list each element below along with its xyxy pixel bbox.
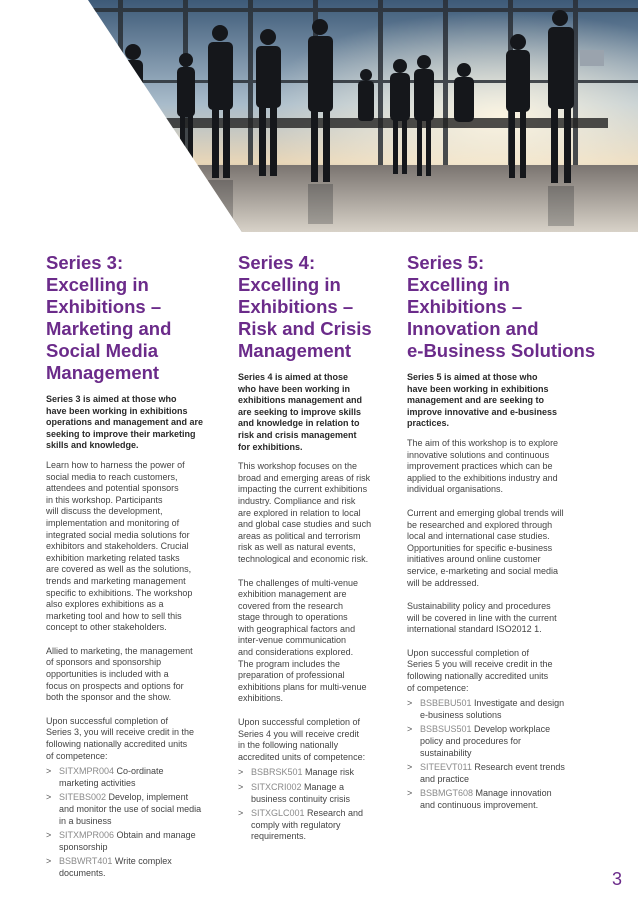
unit-code: SITXGLC001 bbox=[251, 808, 305, 819]
title-line: Risk and Crisis bbox=[238, 318, 372, 339]
series-5-paragraph bbox=[407, 438, 607, 496]
text-line: Series 4 you will receive credit bbox=[238, 728, 360, 739]
text-line: Opportunities for specific e-business bbox=[407, 542, 553, 553]
text-line: Upon successful completion of bbox=[407, 647, 530, 658]
page-number: 3 bbox=[611, 869, 622, 889]
title-line: Social Media bbox=[46, 340, 159, 361]
text-line: technological and economic risk. bbox=[238, 553, 369, 564]
text-line: of competence: bbox=[46, 750, 108, 761]
bullet-marker: > bbox=[238, 808, 244, 819]
text-line: will be covered in line with the current bbox=[407, 612, 557, 623]
text-line: accredited units of competence: bbox=[238, 751, 366, 762]
text-line: international standard ISO2012 1. bbox=[407, 624, 542, 635]
lead-line: have been working in exhibitions bbox=[407, 383, 549, 394]
text-line: following nationally accredited units bbox=[46, 739, 188, 750]
text-line: exhibitions. bbox=[238, 693, 284, 704]
series-4-paragraph bbox=[238, 717, 396, 763]
series-4-title bbox=[238, 252, 396, 362]
text-line: stage through to operations bbox=[238, 612, 348, 623]
text-line: applied to the exhibitions industry and bbox=[407, 472, 558, 483]
series-5-paragraph bbox=[407, 508, 607, 589]
bullet-marker: > bbox=[46, 830, 52, 841]
series-3-paragraph bbox=[46, 646, 232, 704]
hero-photo bbox=[88, 0, 638, 232]
unit-item bbox=[407, 698, 607, 721]
text-line: are covered as well as the solutions, bbox=[46, 564, 192, 575]
text-line: Upon successful completion of bbox=[46, 715, 169, 726]
unit-item bbox=[46, 792, 232, 827]
text-line: also explores exhibitions as a bbox=[46, 599, 164, 610]
unit-title: Research and bbox=[304, 808, 364, 819]
lead-line: exhibitions management and bbox=[238, 395, 363, 406]
title-line: Management bbox=[46, 362, 160, 383]
text-line: service, e-marketing and social media bbox=[407, 565, 559, 576]
series-3-paragraph bbox=[46, 460, 232, 634]
lead-line: Series 5 is aimed at those who bbox=[407, 372, 538, 382]
unit-item bbox=[46, 856, 232, 879]
text-line: Sustainability policy and procedures bbox=[407, 601, 551, 612]
text-line: implementation and monitoring of bbox=[46, 517, 180, 528]
text-line: will discuss the development, bbox=[46, 506, 163, 517]
text-line: The challenges of multi-venue bbox=[238, 577, 359, 588]
unit-title: and practice bbox=[420, 773, 470, 784]
unit-title: marketing activities bbox=[59, 777, 136, 788]
bullet-marker: > bbox=[46, 856, 52, 867]
text-line: and global case studies and such bbox=[238, 519, 372, 530]
unit-title: and continuous improvement. bbox=[420, 800, 539, 810]
lead-line: operations and management and are bbox=[46, 417, 204, 428]
text-line: social media to reach customers, bbox=[46, 471, 178, 482]
text-line: Current and emerging global trends will bbox=[407, 507, 564, 518]
lead-line: who have been working in bbox=[238, 383, 351, 394]
bullet-marker: > bbox=[238, 767, 244, 778]
unit-title: Manage innovation bbox=[473, 788, 552, 799]
unit-title: Develop, implement bbox=[106, 792, 189, 803]
text-line: local and international case studies. bbox=[407, 531, 550, 542]
title-line: Excelling in bbox=[46, 274, 149, 295]
text-line: areas as political and terrorism bbox=[238, 530, 361, 541]
bullet-marker: > bbox=[407, 788, 413, 799]
unit-title: Research event trends bbox=[471, 762, 565, 773]
bullet-marker: > bbox=[46, 766, 52, 777]
bullet-marker: > bbox=[46, 792, 52, 803]
text-line: initiatives around online customer bbox=[407, 554, 541, 565]
column-series-5 bbox=[407, 252, 607, 815]
unit-code: BSBWRT401 bbox=[59, 856, 113, 867]
unit-title: policy and procedures for bbox=[420, 736, 522, 747]
unit-code: SITXMPR006 bbox=[59, 830, 115, 841]
text-line: exhibitors and stakeholders. Crucial bbox=[46, 541, 189, 552]
text-line: trends and marketing management bbox=[46, 575, 186, 586]
title-line: Management bbox=[238, 340, 352, 361]
text-line: Upon successful completion of bbox=[238, 717, 361, 728]
series-5-unit-list bbox=[407, 698, 607, 811]
unit-code: SITXCRI002 bbox=[251, 782, 302, 792]
bullet-marker: > bbox=[407, 762, 413, 773]
text-line: industry. Compliance and risk bbox=[238, 495, 356, 506]
text-line: preparation of professional bbox=[238, 670, 345, 681]
unit-title: documents. bbox=[59, 867, 106, 878]
text-line: following nationally accredited units bbox=[407, 671, 549, 682]
unit-title: in a business bbox=[59, 815, 112, 826]
lead-line: for exhibitions. bbox=[238, 441, 303, 452]
text-line: inter-venue communication bbox=[238, 635, 347, 646]
unit-item bbox=[407, 724, 607, 759]
unit-code: BSBRSK501 bbox=[251, 767, 303, 778]
unit-code: BSBSUS501 bbox=[420, 724, 472, 735]
unit-item bbox=[407, 788, 607, 811]
text-line: be researched and explored through bbox=[407, 519, 553, 530]
text-line: will be addressed. bbox=[407, 577, 480, 588]
bullet-marker: > bbox=[407, 724, 413, 735]
unit-title: Develop workplace bbox=[471, 724, 551, 735]
text-line: exhibition management are bbox=[238, 589, 347, 600]
title-line: Marketing and bbox=[46, 318, 172, 339]
series-4-unit-list bbox=[238, 767, 396, 843]
bullet-marker: > bbox=[407, 698, 413, 709]
unit-title: Investigate and design bbox=[471, 698, 565, 709]
unit-title: business continuity crisis bbox=[251, 793, 351, 804]
title-line: Series 3: bbox=[46, 252, 124, 273]
lead-line: are seeking to improve skills bbox=[238, 406, 362, 417]
lead-line: practices. bbox=[407, 418, 450, 429]
text-line: focus on prospects and options for bbox=[46, 680, 184, 691]
unit-code: SITEBS002 bbox=[59, 792, 107, 803]
unit-item bbox=[238, 808, 396, 843]
title-line: Exhibitions – bbox=[407, 296, 523, 317]
unit-code: BSBEBU501 bbox=[420, 698, 472, 709]
unit-title: Co-ordinate bbox=[114, 766, 164, 777]
series-5-lead bbox=[407, 372, 607, 430]
text-line: The aim of this workshop is to explore bbox=[407, 437, 559, 448]
series-3-lead bbox=[46, 394, 232, 452]
text-line: Series 5 you will receive credit in the bbox=[407, 659, 553, 670]
unit-item bbox=[407, 762, 607, 785]
unit-title: and monitor the use of social media bbox=[59, 804, 202, 814]
unit-item bbox=[46, 830, 232, 853]
text-line: are explored in relation to local bbox=[238, 507, 361, 518]
text-line: broad and emerging areas of risk bbox=[238, 472, 371, 483]
series-4-paragraph bbox=[238, 578, 396, 706]
column-series-4 bbox=[238, 252, 396, 846]
title-line: Series 4: bbox=[238, 252, 316, 273]
text-line: specific to exhibitions. The workshop bbox=[46, 587, 193, 598]
lead-line: seeking to improve their marketing bbox=[46, 428, 196, 439]
text-line: both the sponsor and the show. bbox=[46, 692, 172, 703]
text-line: impacting the current exhibitions bbox=[238, 484, 368, 495]
lead-line: Series 4 is aimed at those bbox=[238, 372, 349, 382]
lead-line: and knowledge in relation to bbox=[238, 418, 360, 429]
lead-line: Series 3 is aimed at those who bbox=[46, 394, 177, 404]
unit-code: SITXMPR004 bbox=[59, 766, 115, 777]
text-line: with geographical factors and bbox=[238, 623, 356, 634]
title-line: Innovation and bbox=[407, 318, 539, 339]
title-line: Excelling in bbox=[238, 274, 341, 295]
series-3-unit-list bbox=[46, 766, 232, 879]
series-3-paragraph bbox=[46, 716, 232, 762]
text-line: of competence: bbox=[407, 682, 469, 693]
series-4-paragraph bbox=[238, 461, 396, 565]
unit-item bbox=[238, 782, 396, 805]
text-line: risk as well as natural events, bbox=[238, 542, 356, 553]
text-line: in this workshop. Participants bbox=[46, 494, 163, 505]
text-line: covered from the research bbox=[238, 600, 344, 611]
text-line: opportunities is included with a bbox=[46, 669, 169, 680]
series-5-title bbox=[407, 252, 607, 362]
text-line: innovative solutions and continuous bbox=[407, 449, 550, 460]
title-line: Exhibitions – bbox=[238, 296, 354, 317]
title-line: e-Business Solutions bbox=[407, 340, 596, 361]
unit-title: requirements. bbox=[251, 831, 307, 842]
title-line: Exhibitions – bbox=[46, 296, 162, 317]
unit-title: Manage a bbox=[301, 782, 345, 792]
unit-code: BSBMGT608 bbox=[420, 788, 474, 799]
text-line: Series 3, you will receive credit in the bbox=[46, 727, 195, 738]
series-5-paragraph bbox=[407, 648, 607, 694]
title-line: Series 5: bbox=[407, 252, 485, 273]
title-line: Excelling in bbox=[407, 274, 510, 295]
text-line: integrated social media solutions for bbox=[46, 529, 190, 540]
lead-line: management and are seeking to bbox=[407, 395, 545, 406]
lead-line: improve innovative and e-business bbox=[407, 406, 558, 417]
unit-title: Write complex bbox=[112, 856, 172, 867]
text-line: of sponsors and sponsorship bbox=[46, 657, 162, 668]
text-line: This workshop focuses on the bbox=[238, 461, 358, 472]
text-line: Learn how to harness the power of bbox=[46, 459, 185, 470]
text-line: concept to other stakeholders. bbox=[46, 622, 167, 633]
text-line: marketing tool and how to sell this bbox=[46, 610, 182, 621]
text-line: exhibition marketing related tasks bbox=[46, 552, 180, 563]
series-3-title bbox=[46, 252, 232, 384]
column-series-3 bbox=[46, 252, 232, 883]
series-5-paragraph bbox=[407, 601, 607, 636]
unit-title: e-business solutions bbox=[420, 709, 502, 720]
text-line: and considerations explored. bbox=[238, 647, 354, 658]
unit-code: SITEEVT011 bbox=[420, 762, 472, 773]
text-line: The program includes the bbox=[238, 658, 341, 669]
text-line: attendees and potential sponsors bbox=[46, 483, 179, 494]
unit-title: sustainability bbox=[420, 747, 472, 758]
unit-item bbox=[238, 767, 396, 779]
unit-title: Manage risk bbox=[302, 767, 355, 778]
text-line: Allied to marketing, the management bbox=[46, 645, 193, 656]
lead-line: skills and knowledge. bbox=[46, 440, 139, 451]
text-line: individual organisations. bbox=[407, 484, 504, 495]
bullet-marker: > bbox=[238, 782, 244, 792]
lead-line: have been working in exhibitions bbox=[46, 405, 188, 416]
series-4-lead bbox=[238, 372, 396, 453]
unit-title: Obtain and manage bbox=[114, 830, 196, 841]
text-line: in the following nationally bbox=[238, 740, 339, 751]
unit-title: comply with regulatory bbox=[251, 819, 341, 830]
unit-item bbox=[46, 766, 232, 789]
text-line: exhibitions plans for multi-venue bbox=[238, 681, 367, 692]
unit-title: sponsorship bbox=[59, 841, 108, 852]
lead-line: risk and crisis management bbox=[238, 429, 357, 440]
text-line: improvement practices which can be bbox=[407, 461, 553, 472]
